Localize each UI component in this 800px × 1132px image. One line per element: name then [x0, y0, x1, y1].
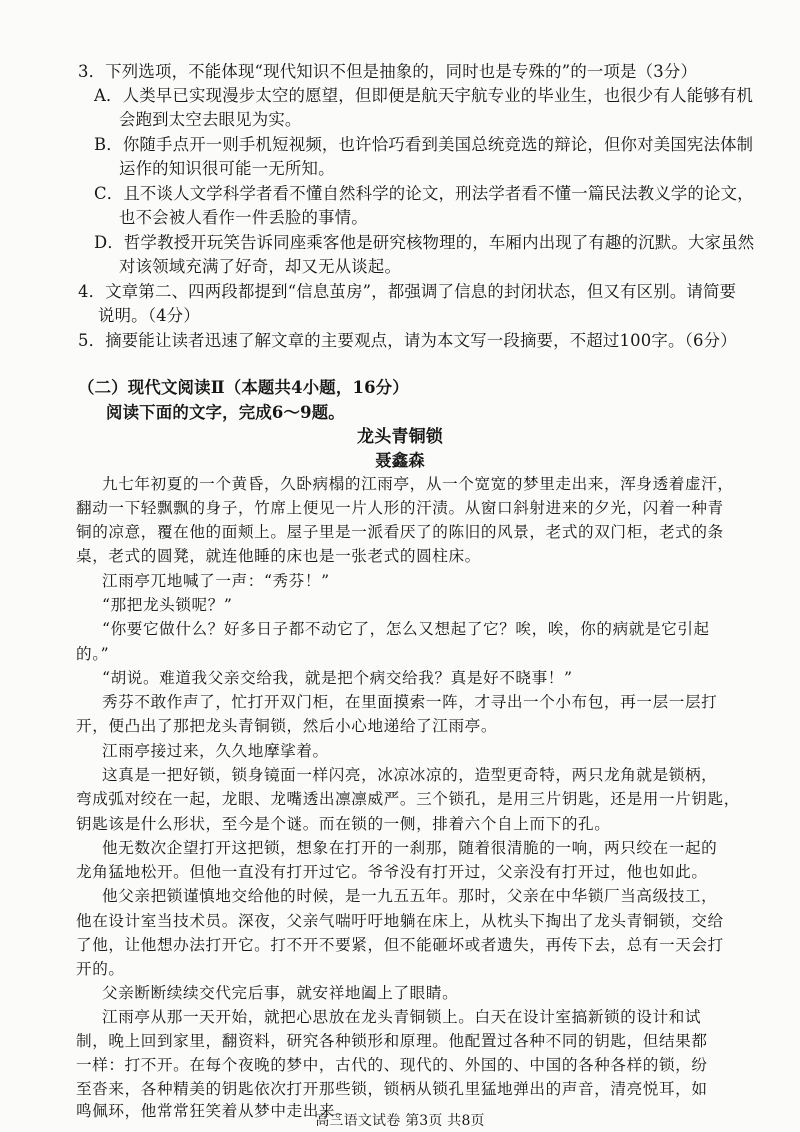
question-4-line-2: 说明。（4分）: [98, 306, 200, 325]
story-line: 至沓来，各种精美的钥匙依次打开那些锁，锁柄从锁孔里猛地弹出的声音，清亮悦耳，如: [76, 1080, 708, 1098]
story-line: 铜的凉意，覆在他的面颊上。屋子里是一派看厌了的陈旧的风景，老式的双门柜，老式的条: [76, 523, 724, 541]
story-line: 江雨亭接过来，久久地摩挲着。: [102, 742, 329, 760]
story-line: 他无数次企望打开这把锁，想象在打开的一刹那，随着很清脆的一响，两只绞在一起的: [102, 839, 718, 857]
story-line: 九七年初夏的一个黄昏，久卧病榻的江雨亭，从一个宽宽的梦里走出来，浑身透着虚汗，: [102, 475, 734, 493]
section-heading: （二）现代文阅读Ⅱ（本题共4小题，16分）: [78, 378, 409, 397]
story-line: 一样：打不开。在每个夜晚的梦中，古代的、现代的、外国的、中国的各种各样的锁，纷: [76, 1056, 708, 1074]
story-title: 龙头青铜锁: [357, 427, 443, 447]
option-d-line-1: D．哲学教授开玩笑告诉同座乘客他是研究核物理的，车厢内出现了有趣的沉默。大家虽然: [94, 233, 755, 252]
section-instruction: 阅读下面的文字，完成6～9题。: [106, 403, 345, 422]
story-line: 翻动一下轻飘飘的身子，竹席上便见一片人形的汗渍。从窗口斜射进来的夕光，闪着一种青: [76, 499, 724, 517]
story-line: “你要它做什么？好多日子都不动它了，怎么又想起了它？唉，唉，你的病就是它引起: [102, 620, 710, 638]
story-line: 他父亲把锁谨慎地交给他的时候，是一九五五年。那时，父亲在中华锁厂当高级技工，: [102, 887, 718, 905]
story-line: 鸣佩环，他常常狂笑着从梦中走出来。: [76, 1102, 352, 1120]
page-footer: 高三语文试卷 第3页 共8页: [315, 1113, 485, 1129]
story-line: 秀芬不敢作声了，忙打开双门柜，在里面摸索一阵，才寻出一个小布包，再一层一层打: [102, 693, 718, 711]
question-3-stem: 3．下列选项，不能体现“现代知识不但是抽象的，同时也是专殊的”的一项是（3分）: [78, 62, 698, 81]
story-line: 了他，让他想办法打开它。打不开不要紧，但不能砸坏或者遗失，再传下去，总有一天会打: [76, 936, 724, 954]
story-line: 开，便凸出了那把龙头青铜锁，然后小心地递给了江雨亭。: [76, 717, 498, 735]
story-line: 龙角猛地松开。但他一直没有打开过它。爷爷没有打开过，父亲没有打开过，他也如此。: [76, 863, 708, 881]
story-line: 的。”: [76, 645, 110, 663]
question-5-line-1: 5．摘要能让读者迅速了解文章的主要观点，请为本文写一段摘要，不超过100字。（6分）: [78, 331, 737, 350]
story-line: 弯成弧对绞在一起，龙眼、龙嘴透出凛凛威严。三个锁孔，是用三片钥匙，还是用一片钥匙，: [76, 790, 740, 808]
option-a-line-1: A．人类早已实现漫步太空的愿望，但即便是航天宇航专业的毕业生，也很少有人能够有机: [94, 86, 754, 105]
option-b-line-1: B．你随手点开一则手机短视频，也许恰巧看到美国总统竞选的辩论，但你对美国宪法体制: [94, 135, 754, 154]
option-b-line-2: 运作的知识很可能一无所知。: [119, 159, 335, 178]
story-line: 父亲断断续续交代完后事，就安祥地阖上了眼睛。: [102, 984, 459, 1002]
story-line: “胡说。难道我父亲交给我，就是把个病交给我？真是好不晓事！”: [102, 669, 573, 687]
question-4-line-1: 4．文章第二、四两段都提到“信息茧房”，都强调了信息的封闭状态，但又有区别。请简要: [78, 282, 737, 301]
story-line: 开的。: [76, 960, 125, 978]
story-line: 江雨亭从那一天开始，就把心思放在龙头青铜锁上。白天在设计室搞新锁的设计和试: [102, 1008, 702, 1026]
option-d-line-2: 对该领域充满了好奇，却又无从谈起。: [119, 257, 402, 276]
story-line: 制，晚上回到家里，翻资料，研究各种锁形和原理。他配置过各种不同的钥匙，但结果都: [76, 1032, 708, 1050]
story-line: 这真是一把好锁，锁身镜面一样闪亮，冰凉冰凉的，造型更奇特，两只龙角就是锁柄，: [102, 766, 718, 784]
story-line: 桌，老式的圆凳，就连他睡的床也是一张老式的圆柱床。: [76, 547, 481, 565]
option-c-line-2: 也不会被人看作一件丢脸的事情。: [119, 208, 368, 227]
story-line: 钥匙该是什么形状，至今是个谜。而在锁的一侧，排着六个自上而下的孔。: [76, 815, 611, 833]
option-c-line-1: C．且不谈人文学科学者看不懂自然科学的论文，刑法学者看不懂一篇民法教义学的论文，: [94, 184, 754, 203]
option-a-line-2: 会跑到太空去眼见为实。: [119, 110, 302, 129]
story-line: “那把龙头锁呢？”: [102, 596, 233, 614]
story-line: 江雨亭兀地喊了一声：“秀芬！”: [102, 572, 330, 590]
story-author: 聂鑫森: [375, 451, 425, 470]
story-line: 他在设计室当技术员。深夜，父亲气喘吁吁地躺在床上，从枕头下掏出了龙头青铜锁，交给: [76, 912, 724, 930]
